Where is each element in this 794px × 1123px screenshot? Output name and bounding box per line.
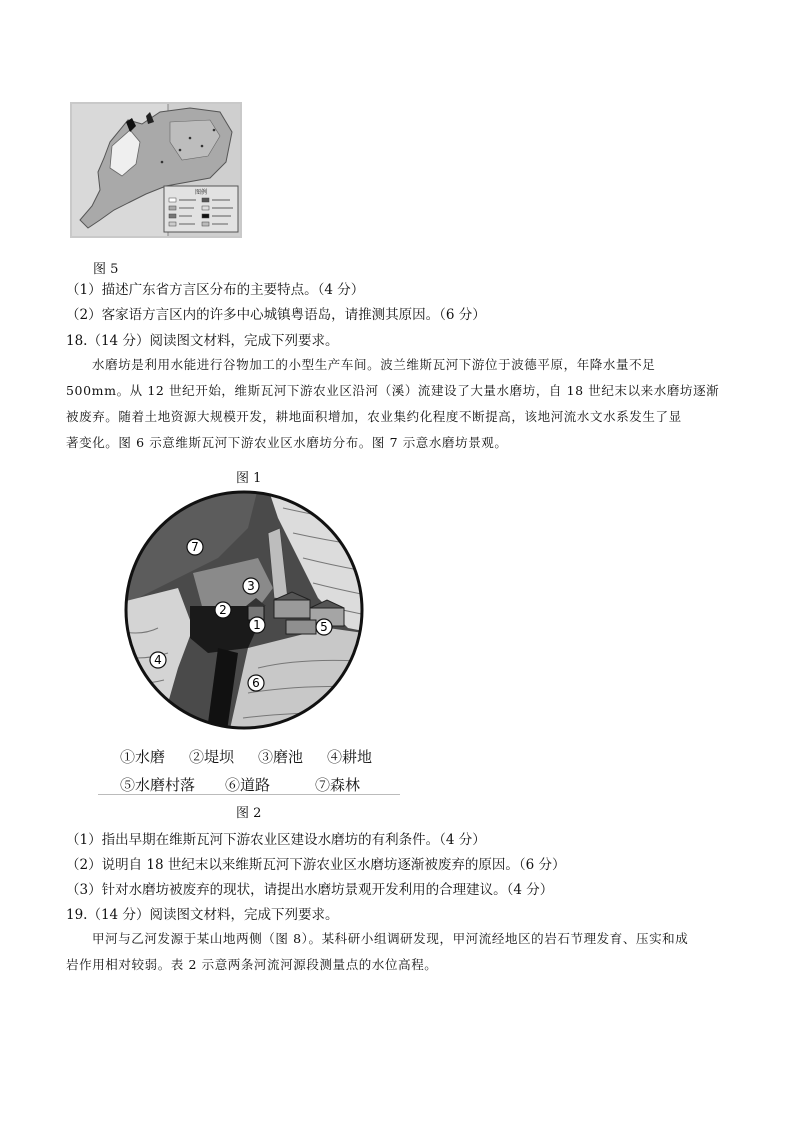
marker-7: 7	[191, 540, 199, 554]
figure-legend-row-1	[120, 746, 390, 767]
marker-3: 3	[247, 579, 255, 593]
q18-paragraph-line-3: 被废弃。随着土地资源大规模开发，耕地面积增加，农业集约化程度不断提高，该地河流水文水系发生了显	[66, 409, 682, 424]
q18-paragraph	[66, 352, 734, 456]
q17-subquestion-2: （2）客家语方言区内的许多中心城镇粤语岛，请推测其原因。（6 分）	[66, 307, 486, 323]
watermill-landscape-illustration	[98, 488, 400, 738]
q19-header: 19.（14 分）阅读图文材料，完成下列要求。	[66, 907, 339, 923]
q18-paragraph-line-4: 著变化。图 6 示意维斯瓦河下游农业区水磨坊分布。图 7 示意水磨坊景观。	[66, 435, 508, 450]
q18-subquestion-1: （1）指出早期在维斯瓦河下游农业区建设水磨坊的有利条件。（4 分）	[66, 832, 486, 848]
figure-bottom-rule	[98, 794, 400, 795]
legend-dam: ②堤坝	[189, 748, 235, 766]
figure1-caption: 图 1	[236, 471, 262, 486]
figure2-caption: 图 2	[236, 806, 262, 821]
marker-4: 4	[154, 653, 162, 667]
q18-subquestion-3: （3）针对水磨坊被废弃的现状，请提出水磨坊景观开发利用的合理建议。（4 分）	[66, 882, 554, 898]
q18-header: 18.（14 分）阅读图文材料，完成下列要求。	[66, 333, 339, 349]
q19-paragraph-line-2: 岩作用相对较弱。表 2 示意两条河流河源段测量点的水位高程。	[66, 957, 438, 972]
legend-heading: 图例	[194, 189, 208, 196]
q19-paragraph	[66, 926, 734, 978]
legend-farmland: ④耕地	[327, 748, 373, 766]
marker-5: 5	[320, 620, 328, 634]
q17-subquestion-1: （1）描述广东省方言区分布的主要特点。（4 分）	[66, 282, 365, 298]
q18-paragraph-line-1: 水磨坊是利用水能进行谷物加工的小型生产车间。波兰维斯瓦河下游位于波德平原，年降水量不足	[92, 357, 656, 372]
figure5-caption: 图 5	[93, 262, 119, 277]
q19-paragraph-line-1: 甲河与乙河发源于某山地两侧（图 8）。某科研小组调研发现，甲河流经地区的岩石节理发育、压实和成	[92, 931, 689, 946]
marker-6: 6	[252, 676, 260, 690]
legend-road: ⑥道路	[225, 776, 271, 794]
figure5-map-image	[70, 102, 242, 238]
guangdong-dialect-map	[70, 102, 242, 238]
q18-subquestion-2: （2）说明自 18 世纪末以来维斯瓦河下游农业区水磨坊逐渐被废弃的原因。（6 分）	[66, 857, 566, 873]
figure-legend-row-2	[120, 774, 390, 795]
q18-paragraph-line-2: 500mm。从 12 世纪开始，维斯瓦河下游农业区沿河（溪）流建设了大量水磨坊，自 18 世纪末以来水磨坊逐渐	[66, 383, 720, 398]
marker-1: 1	[253, 618, 261, 632]
marker-2: 2	[219, 603, 227, 617]
legend-mill-pond: ③磨池	[258, 748, 304, 766]
legend-mill-village: ⑤水磨村落	[120, 776, 196, 794]
legend-watermill: ①水磨	[120, 748, 166, 766]
watermill-landscape-figure	[98, 488, 400, 796]
legend-forest: ⑦森林	[315, 776, 361, 794]
